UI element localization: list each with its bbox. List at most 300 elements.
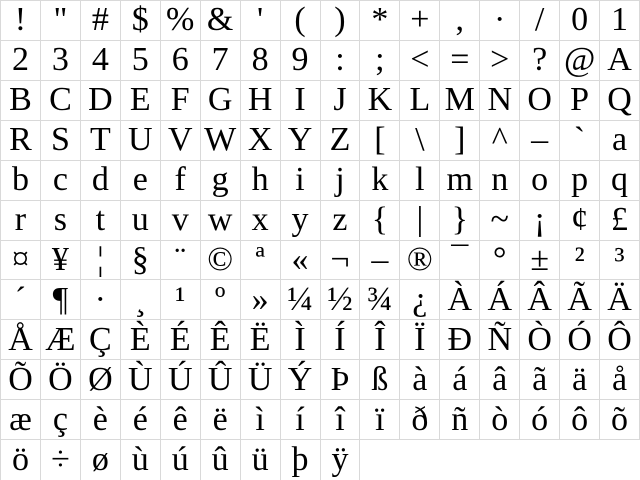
glyph-cell[interactable] <box>360 400 400 440</box>
glyph-cell[interactable] <box>480 121 520 161</box>
glyph: 7 <box>211 41 229 79</box>
glyph: Þ <box>330 360 350 398</box>
glyph-cell[interactable] <box>41 41 81 81</box>
glyph-cell[interactable] <box>121 241 161 281</box>
glyph-cell[interactable] <box>520 41 560 81</box>
glyph: ] <box>454 121 466 159</box>
glyph: ² <box>574 240 585 278</box>
glyph-cell[interactable] <box>201 1 241 41</box>
glyph-cell[interactable] <box>321 241 361 281</box>
glyph: ª <box>255 240 265 278</box>
glyph-cell[interactable] <box>400 280 440 320</box>
glyph: Ë <box>249 320 271 358</box>
glyph-cell[interactable] <box>41 201 81 241</box>
glyph-cell[interactable] <box>121 400 161 440</box>
glyph-cell[interactable] <box>440 81 480 121</box>
glyph-cell[interactable] <box>440 1 480 41</box>
glyph-cell[interactable] <box>600 1 640 41</box>
glyph: ß <box>371 360 389 398</box>
glyph-cell[interactable] <box>241 121 281 161</box>
glyph: ¥ <box>51 240 69 278</box>
glyph: Ô <box>607 320 632 358</box>
glyph-cell[interactable] <box>161 440 201 480</box>
glyph: G <box>207 81 233 119</box>
glyph: Ö <box>48 360 73 398</box>
glyph: É <box>169 320 191 358</box>
glyph-cell[interactable] <box>600 360 640 400</box>
glyph-cell[interactable] <box>480 201 520 241</box>
glyph: Å <box>8 320 33 358</box>
glyph: ^ <box>491 121 508 159</box>
glyph-cell[interactable] <box>81 81 121 121</box>
glyph-cell[interactable] <box>440 201 480 241</box>
glyph-cell[interactable] <box>201 41 241 81</box>
glyph-cell[interactable] <box>241 81 281 121</box>
glyph-cell[interactable] <box>241 1 281 41</box>
glyph-cell[interactable] <box>400 121 440 161</box>
glyph-cell[interactable] <box>360 1 400 41</box>
glyph-cell[interactable] <box>161 360 201 400</box>
glyph: w <box>207 201 233 239</box>
glyph-cell[interactable] <box>201 320 241 360</box>
glyph: þ <box>291 441 309 479</box>
glyph: ú <box>171 441 189 479</box>
glyph: \ <box>415 121 425 159</box>
glyph-cell[interactable] <box>241 400 281 440</box>
glyph-cell[interactable] <box>81 400 121 440</box>
glyph-cell[interactable] <box>1 121 41 161</box>
glyph: p <box>571 161 589 199</box>
glyph-cell[interactable] <box>480 320 520 360</box>
glyph-cell[interactable] <box>520 320 560 360</box>
glyph: l <box>415 161 425 199</box>
glyph: « <box>291 240 309 278</box>
glyph: | <box>416 201 424 239</box>
glyph-cell[interactable] <box>1 320 41 360</box>
glyph-cell[interactable] <box>161 241 201 281</box>
glyph: ¼ <box>287 280 313 318</box>
glyph: t <box>95 201 106 239</box>
glyph-cell[interactable] <box>121 1 161 41</box>
glyph-cell[interactable] <box>201 121 241 161</box>
glyph: Î <box>374 320 386 358</box>
glyph-cell[interactable] <box>281 41 321 81</box>
glyph: Ü <box>247 360 273 398</box>
glyph-cell[interactable] <box>560 81 600 121</box>
glyph: g <box>211 161 229 199</box>
glyph-cell[interactable] <box>1 440 41 480</box>
glyph-cell[interactable] <box>1 1 41 41</box>
glyph-cell[interactable] <box>281 320 321 360</box>
glyph-cell[interactable] <box>400 1 440 41</box>
glyph-cell[interactable] <box>201 360 241 400</box>
glyph: Ú <box>167 360 193 398</box>
glyph: ¯ <box>451 240 469 278</box>
glyph-cell[interactable] <box>520 280 560 320</box>
glyph-cell[interactable] <box>321 121 361 161</box>
glyph: Ó <box>567 320 592 358</box>
glyph-cell[interactable] <box>161 400 201 440</box>
glyph-cell[interactable] <box>520 1 560 41</box>
glyph: î <box>335 400 345 438</box>
glyph: Ý <box>287 360 313 398</box>
glyph: · <box>494 1 506 39</box>
empty-cell <box>560 440 600 480</box>
glyph-cell[interactable] <box>480 161 520 201</box>
glyph-cell[interactable] <box>360 121 400 161</box>
glyph: Ï <box>414 320 426 358</box>
glyph-cell[interactable] <box>241 41 281 81</box>
glyph-cell[interactable] <box>400 161 440 201</box>
glyph-cell[interactable] <box>321 201 361 241</box>
glyph: = <box>450 41 470 79</box>
glyph: U <box>128 121 153 159</box>
glyph-cell[interactable] <box>321 161 361 201</box>
glyph-cell[interactable] <box>41 1 81 41</box>
glyph-cell[interactable] <box>41 81 81 121</box>
glyph: H <box>247 81 273 119</box>
glyph-cell[interactable] <box>281 280 321 320</box>
glyph-cell[interactable] <box>520 360 560 400</box>
glyph-cell[interactable] <box>121 201 161 241</box>
glyph-cell[interactable] <box>201 81 241 121</box>
glyph-cell[interactable] <box>121 440 161 480</box>
glyph: F <box>170 81 190 119</box>
glyph: ¤ <box>11 240 29 278</box>
glyph-cell[interactable] <box>281 121 321 161</box>
glyph-cell[interactable] <box>241 201 281 241</box>
glyph: ÷ <box>51 441 70 479</box>
glyph: @ <box>563 41 596 79</box>
glyph: í <box>295 400 305 438</box>
glyph-cell[interactable] <box>161 41 201 81</box>
glyph: ¿ <box>412 280 428 318</box>
glyph: â <box>492 360 508 398</box>
glyph-cell[interactable] <box>41 241 81 281</box>
glyph-cell[interactable] <box>360 320 400 360</box>
glyph: 1 <box>611 1 629 39</box>
glyph-cell[interactable] <box>121 81 161 121</box>
glyph: < <box>410 41 430 79</box>
glyph-cell[interactable] <box>400 41 440 81</box>
glyph-cell[interactable] <box>281 241 321 281</box>
glyph-cell[interactable] <box>41 400 81 440</box>
glyph-cell[interactable] <box>41 360 81 400</box>
empty-cell <box>480 440 520 480</box>
glyph-cell[interactable] <box>560 400 600 440</box>
glyph: Ð <box>447 320 473 358</box>
glyph: J <box>333 81 347 119</box>
empty-cell <box>400 440 440 480</box>
glyph-cell[interactable] <box>520 201 560 241</box>
glyph-cell[interactable] <box>560 201 600 241</box>
glyph: ° <box>492 240 507 278</box>
glyph-cell[interactable] <box>360 161 400 201</box>
glyph-cell[interactable] <box>281 81 321 121</box>
glyph-cell[interactable] <box>161 1 201 41</box>
glyph-cell[interactable] <box>321 41 361 81</box>
glyph-cell[interactable] <box>241 161 281 201</box>
glyph-cell[interactable] <box>600 41 640 81</box>
glyph: " <box>53 1 68 39</box>
glyph-cell[interactable] <box>81 201 121 241</box>
glyph-cell[interactable] <box>321 280 361 320</box>
glyph-cell[interactable] <box>360 201 400 241</box>
glyph: À <box>447 280 473 318</box>
glyph-cell[interactable] <box>440 161 480 201</box>
glyph: P <box>570 81 590 119</box>
glyph-cell[interactable] <box>600 241 640 281</box>
glyph-cell[interactable] <box>600 201 640 241</box>
glyph-cell[interactable] <box>201 161 241 201</box>
glyph: r <box>14 201 27 239</box>
glyph-cell[interactable] <box>600 280 640 320</box>
glyph-cell[interactable] <box>1 41 41 81</box>
glyph-cell[interactable] <box>321 440 361 480</box>
glyph-cell[interactable] <box>560 360 600 400</box>
glyph-cell[interactable] <box>400 81 440 121</box>
glyph-cell[interactable] <box>121 41 161 81</box>
glyph: A <box>607 41 632 79</box>
glyph: Â <box>527 280 552 318</box>
glyph: ù <box>131 441 149 479</box>
glyph-cell[interactable] <box>440 41 480 81</box>
glyph: u <box>131 201 149 239</box>
glyph-cell[interactable] <box>81 41 121 81</box>
glyph-cell[interactable] <box>121 360 161 400</box>
glyph: e <box>132 161 148 199</box>
glyph-cell[interactable] <box>360 241 400 281</box>
glyph: , <box>455 1 465 39</box>
glyph-cell[interactable] <box>241 320 281 360</box>
glyph-cell[interactable] <box>440 241 480 281</box>
glyph-cell[interactable] <box>520 241 560 281</box>
glyph: ø <box>91 441 109 479</box>
glyph-cell[interactable] <box>400 241 440 281</box>
glyph: Ä <box>607 280 632 318</box>
glyph-cell[interactable] <box>241 280 281 320</box>
glyph: V <box>167 121 193 159</box>
glyph: ? <box>532 41 548 79</box>
glyph: Æ <box>45 320 76 358</box>
glyph: ä <box>572 360 588 398</box>
glyph: ï <box>375 400 385 438</box>
glyph-cell[interactable] <box>400 201 440 241</box>
empty-cell <box>440 440 480 480</box>
glyph-cell[interactable] <box>1 241 41 281</box>
glyph-cell[interactable] <box>600 400 640 440</box>
glyph-cell[interactable] <box>480 280 520 320</box>
glyph-cell[interactable] <box>560 1 600 41</box>
glyph-cell[interactable] <box>600 161 640 201</box>
glyph-cell[interactable] <box>1 161 41 201</box>
glyph-cell[interactable] <box>281 360 321 400</box>
glyph-cell[interactable] <box>161 121 201 161</box>
glyph-cell[interactable] <box>1 360 41 400</box>
glyph: K <box>367 81 393 119</box>
glyph-cell[interactable] <box>480 1 520 41</box>
glyph-cell[interactable] <box>321 400 361 440</box>
glyph-cell[interactable] <box>161 201 201 241</box>
glyph-cell[interactable] <box>360 360 400 400</box>
glyph-cell[interactable] <box>480 360 520 400</box>
glyph-cell[interactable] <box>600 81 640 121</box>
glyph: ì <box>255 400 265 438</box>
glyph: M <box>444 81 475 119</box>
glyph-cell[interactable] <box>520 81 560 121</box>
glyph-cell[interactable] <box>281 400 321 440</box>
glyph-cell[interactable] <box>520 400 560 440</box>
glyph-cell[interactable] <box>440 400 480 440</box>
glyph-cell[interactable] <box>360 41 400 81</box>
glyph-cell[interactable] <box>1 280 41 320</box>
glyph: ' <box>257 1 264 39</box>
glyph-cell[interactable] <box>560 41 600 81</box>
glyph-cell[interactable] <box>201 201 241 241</box>
glyph-cell[interactable] <box>241 440 281 480</box>
glyph: ¨ <box>174 240 186 278</box>
glyph: ~ <box>490 201 509 239</box>
glyph-cell[interactable] <box>81 161 121 201</box>
glyph: Y <box>287 121 313 159</box>
glyph-cell[interactable] <box>321 320 361 360</box>
glyph: Û <box>207 360 233 398</box>
glyph-cell[interactable] <box>480 400 520 440</box>
glyph-cell[interactable] <box>281 161 321 201</box>
glyph: b <box>11 161 29 199</box>
glyph-cell[interactable] <box>201 280 241 320</box>
glyph-cell[interactable] <box>321 81 361 121</box>
glyph-cell[interactable] <box>41 121 81 161</box>
glyph-cell[interactable] <box>281 440 321 480</box>
glyph-cell[interactable] <box>600 320 640 360</box>
glyph-cell[interactable] <box>241 241 281 281</box>
glyph: á <box>452 360 468 398</box>
glyph-cell[interactable] <box>81 440 121 480</box>
glyph: ç <box>52 400 68 438</box>
glyph-cell[interactable] <box>1 81 41 121</box>
glyph-cell[interactable] <box>41 280 81 320</box>
glyph-cell[interactable] <box>41 161 81 201</box>
glyph: ¡ <box>533 201 546 239</box>
glyph: Q <box>607 81 632 119</box>
glyph-cell[interactable] <box>161 280 201 320</box>
glyph-cell[interactable] <box>121 121 161 161</box>
glyph: ê <box>172 400 188 438</box>
glyph-cell[interactable] <box>241 360 281 400</box>
glyph-cell[interactable] <box>201 400 241 440</box>
glyph-cell[interactable] <box>360 81 400 121</box>
glyph-cell[interactable] <box>440 121 480 161</box>
glyph: I <box>294 81 306 119</box>
glyph-cell[interactable] <box>480 241 520 281</box>
glyph-cell[interactable] <box>321 360 361 400</box>
glyph: & <box>206 1 234 39</box>
glyph: é <box>132 400 148 438</box>
glyph-cell[interactable] <box>440 280 480 320</box>
glyph-cell[interactable] <box>201 241 241 281</box>
glyph: ¦ <box>96 240 104 278</box>
glyph-cell[interactable] <box>121 280 161 320</box>
glyph: o <box>531 161 549 199</box>
glyph-cell[interactable] <box>520 121 560 161</box>
glyph-cell[interactable] <box>161 320 201 360</box>
glyph: ó <box>531 400 549 438</box>
glyph-cell[interactable] <box>560 320 600 360</box>
glyph-cell[interactable] <box>161 161 201 201</box>
glyph: 2 <box>11 41 29 79</box>
glyph: s <box>53 201 68 239</box>
glyph: ã <box>532 360 548 398</box>
glyph-cell[interactable] <box>321 1 361 41</box>
glyph-cell[interactable] <box>400 320 440 360</box>
glyph: ð <box>411 400 429 438</box>
glyph: k <box>371 161 389 199</box>
glyph-cell[interactable] <box>440 320 480 360</box>
glyph-cell[interactable] <box>1 201 41 241</box>
glyph-cell[interactable] <box>360 280 400 320</box>
glyph-cell[interactable] <box>201 440 241 480</box>
glyph-cell[interactable] <box>81 1 121 41</box>
glyph: T <box>89 121 111 159</box>
glyph: ¾ <box>367 280 393 318</box>
glyph-cell[interactable] <box>281 201 321 241</box>
glyph: ` <box>573 121 586 159</box>
glyph: [ <box>374 121 386 159</box>
glyph: + <box>410 1 430 39</box>
glyph-cell[interactable] <box>281 1 321 41</box>
glyph: f <box>174 161 186 199</box>
glyph-cell[interactable] <box>81 241 121 281</box>
glyph: © <box>207 240 234 278</box>
glyph-cell[interactable] <box>560 280 600 320</box>
glyph: N <box>487 81 512 119</box>
glyph: º <box>214 280 226 318</box>
glyph: – <box>371 240 389 278</box>
glyph-cell[interactable] <box>520 161 560 201</box>
glyph-cell[interactable] <box>400 360 440 400</box>
glyph-cell[interactable] <box>81 280 121 320</box>
glyph-cell[interactable] <box>121 320 161 360</box>
glyph-cell[interactable] <box>1 400 41 440</box>
glyph: L <box>409 81 431 119</box>
glyph: ¹ <box>175 280 186 318</box>
glyph-cell[interactable] <box>440 360 480 400</box>
glyph: 0 <box>571 1 589 39</box>
glyph-cell[interactable] <box>81 320 121 360</box>
glyph: å <box>611 360 628 398</box>
glyph-cell[interactable] <box>480 41 520 81</box>
glyph-cell[interactable] <box>41 440 81 480</box>
glyph-cell[interactable] <box>560 121 600 161</box>
glyph-cell[interactable] <box>600 121 640 161</box>
glyph: ë <box>212 400 228 438</box>
glyph-cell[interactable] <box>480 81 520 121</box>
glyph: Ø <box>88 360 113 398</box>
glyph: m <box>446 161 473 199</box>
glyph: û <box>211 441 229 479</box>
glyph: ! <box>14 1 27 39</box>
glyph-cell[interactable] <box>560 241 600 281</box>
glyph-cell[interactable] <box>400 400 440 440</box>
glyph-cell[interactable] <box>81 121 121 161</box>
glyph-cell[interactable] <box>161 81 201 121</box>
glyph-cell[interactable] <box>121 161 161 201</box>
glyph-cell[interactable] <box>81 360 121 400</box>
glyph-cell[interactable] <box>41 320 81 360</box>
glyph: ö <box>11 441 29 479</box>
glyph-cell[interactable] <box>560 161 600 201</box>
